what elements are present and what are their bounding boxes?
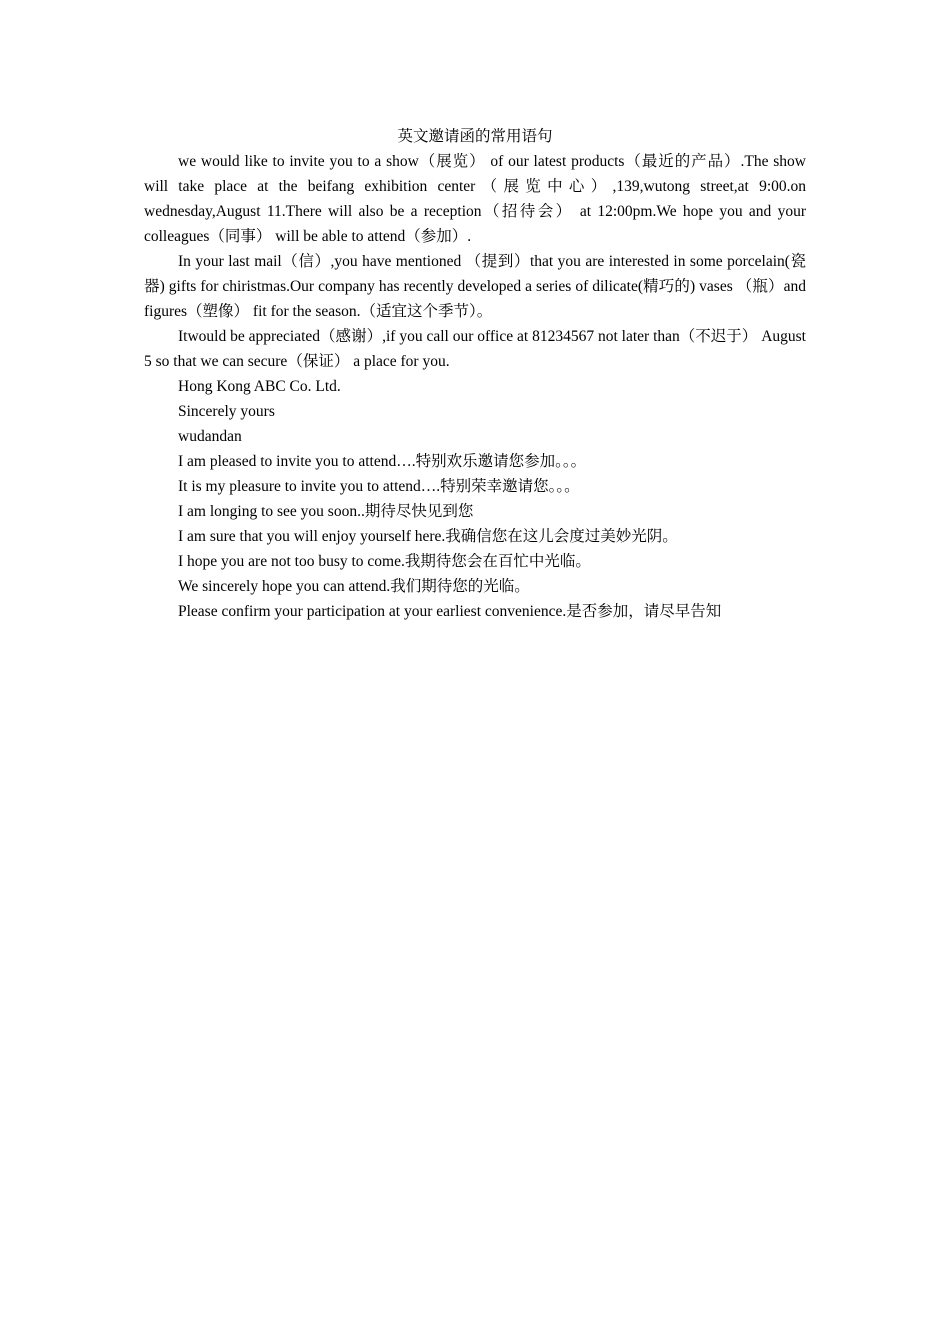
paragraph-rsvp: Itwould be appreciated（感谢）,if you call our office at 81234567 not later than（不迟于） August 5 so that we can secure（保证） a place for you.	[144, 328, 806, 370]
phrase-line: We sincerely hope you can attend.我们期待您的光临。	[178, 578, 530, 595]
signature-name: wudandan	[178, 428, 242, 445]
phrase-line: I hope you are not too busy to come.我期待您会在百忙中光临。	[178, 553, 591, 570]
company-name: Hong Kong ABC Co. Ltd.	[178, 378, 341, 395]
phrase-line: It is my pleasure to invite you to attend….特别荣幸邀请您。。。	[178, 478, 580, 495]
document-title: 英文邀请函的常用语句	[397, 128, 553, 145]
paragraph-porcelain: In your last mail（信）,you have mentioned （提到）that you are interested in some porcelain(瓷器) gifts for chiristmas.Our company has recently developed a series of dilicate(精巧的) vases （瓶）and figures（塑像） fit for the season.（适宜这个季节）。	[144, 253, 806, 320]
phrase-line: Please confirm your participation at your earliest convenience.是否参加，请尽早告知	[178, 603, 722, 620]
phrase-line: I am sure that you will enjoy yourself here.我确信您在这儿会度过美妙光阴。	[178, 528, 678, 545]
document-page	[144, 124, 806, 624]
paragraph-invitation: we would like to invite you to a show（展览） of our latest products（最近的产品）.The show will take place at the beifang exhibition center（展览中心）,139,wutong street,at 9:00.on wednesday,August 11.There will also be a reception（招待会） at 12:00pm.We hope you and your colleagues（同事） will be able to attend（参加）.	[144, 153, 806, 245]
phrase-line: I am longing to see you soon..期待尽快见到您	[178, 503, 474, 520]
closing: Sincerely yours	[178, 403, 275, 420]
phrase-line: I am pleased to invite you to attend….特别欢乐邀请您参加。。。	[178, 453, 587, 470]
